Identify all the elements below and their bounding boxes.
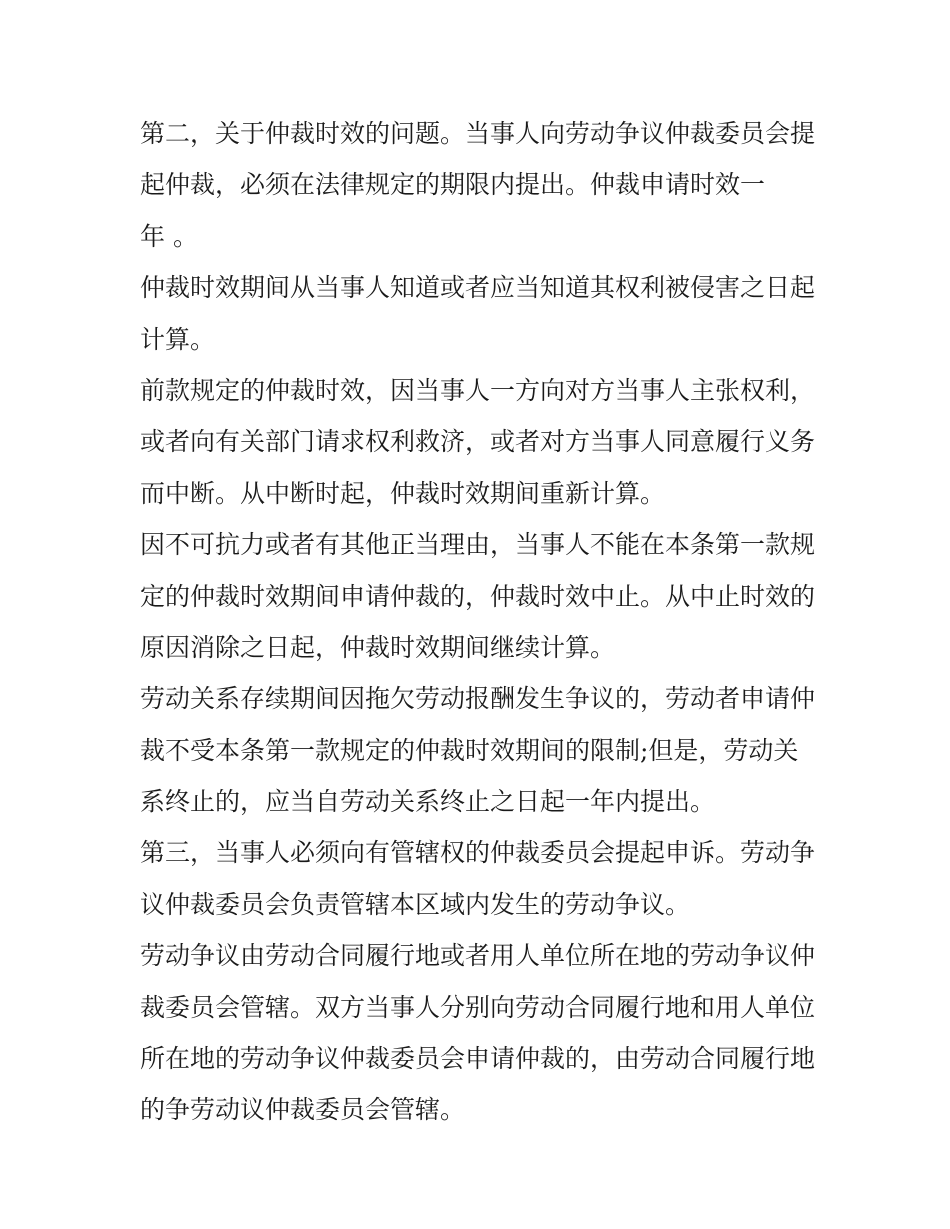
paragraph-jurisdiction bbox=[140, 827, 820, 930]
paragraph-arbitration-time-limit bbox=[140, 108, 820, 262]
text-line: 劳动争议由劳动合同履行地或者用人单位所在地的劳动争议仲 bbox=[140, 941, 816, 971]
paragraph-unpaid-wages bbox=[140, 673, 820, 827]
text-line: 第三，当事人必须向有管辖权的仲裁委员会提起申诉。劳动争 bbox=[140, 838, 816, 868]
text-line: 起仲裁，必须在法律规定的期限内提出。仲裁申请时效一 bbox=[140, 170, 766, 200]
paragraph-time-limit-interruption bbox=[140, 365, 820, 519]
document-body bbox=[140, 108, 820, 1136]
paragraph-jurisdiction-location bbox=[140, 930, 820, 1136]
text-line: 劳动关系存续期间因拖欠劳动报酬发生争议的，劳动者申请仲 bbox=[140, 684, 816, 714]
paragraph-time-limit-suspension bbox=[140, 519, 820, 673]
text-line: 的争劳动议仲裁委员会管辖。 bbox=[140, 1095, 466, 1125]
text-line: 议仲裁委员会负责管辖本区域内发生的劳动争议。 bbox=[140, 889, 691, 919]
text-line: 原因消除之日起，仲裁时效期间继续计算。 bbox=[140, 632, 616, 662]
text-line: 裁委员会管辖。双方当事人分别向劳动合同履行地和用人单位 bbox=[140, 992, 816, 1022]
text-line: 仲裁时效期间从当事人知道或者应当知道其权利被侵害之日起 bbox=[140, 273, 816, 303]
paragraph-time-limit-start bbox=[140, 262, 820, 365]
text-line: 所在地的劳动争议仲裁委员会申请仲裁的，由劳动合同履行地 bbox=[140, 1044, 816, 1074]
text-line: 裁不受本条第一款规定的仲裁时效期间的限制;但是，劳动关 bbox=[140, 735, 799, 765]
text-line: 年 。 bbox=[140, 221, 198, 251]
text-line: 或者向有关部门请求权利救济，或者对方当事人同意履行义务 bbox=[140, 427, 816, 457]
text-line: 第二，关于仲裁时效的问题。当事人向劳动争议仲裁委员会提 bbox=[140, 119, 816, 148]
text-line: 前款规定的仲裁时效，因当事人一方向对方当事人主张权利， bbox=[140, 375, 816, 405]
text-line: 定的仲裁时效期间申请仲裁的，仲裁时效中止。从中止时效的 bbox=[140, 581, 816, 611]
text-line: 系终止的，应当自劳动关系终止之日起一年内提出。 bbox=[140, 787, 716, 817]
text-line: 而中断。从中断时起，仲裁时效期间重新计算。 bbox=[140, 478, 666, 508]
text-line: 因不可抗力或者有其他正当理由，当事人不能在本条第一款规 bbox=[140, 530, 816, 560]
text-line: 计算。 bbox=[140, 324, 216, 354]
